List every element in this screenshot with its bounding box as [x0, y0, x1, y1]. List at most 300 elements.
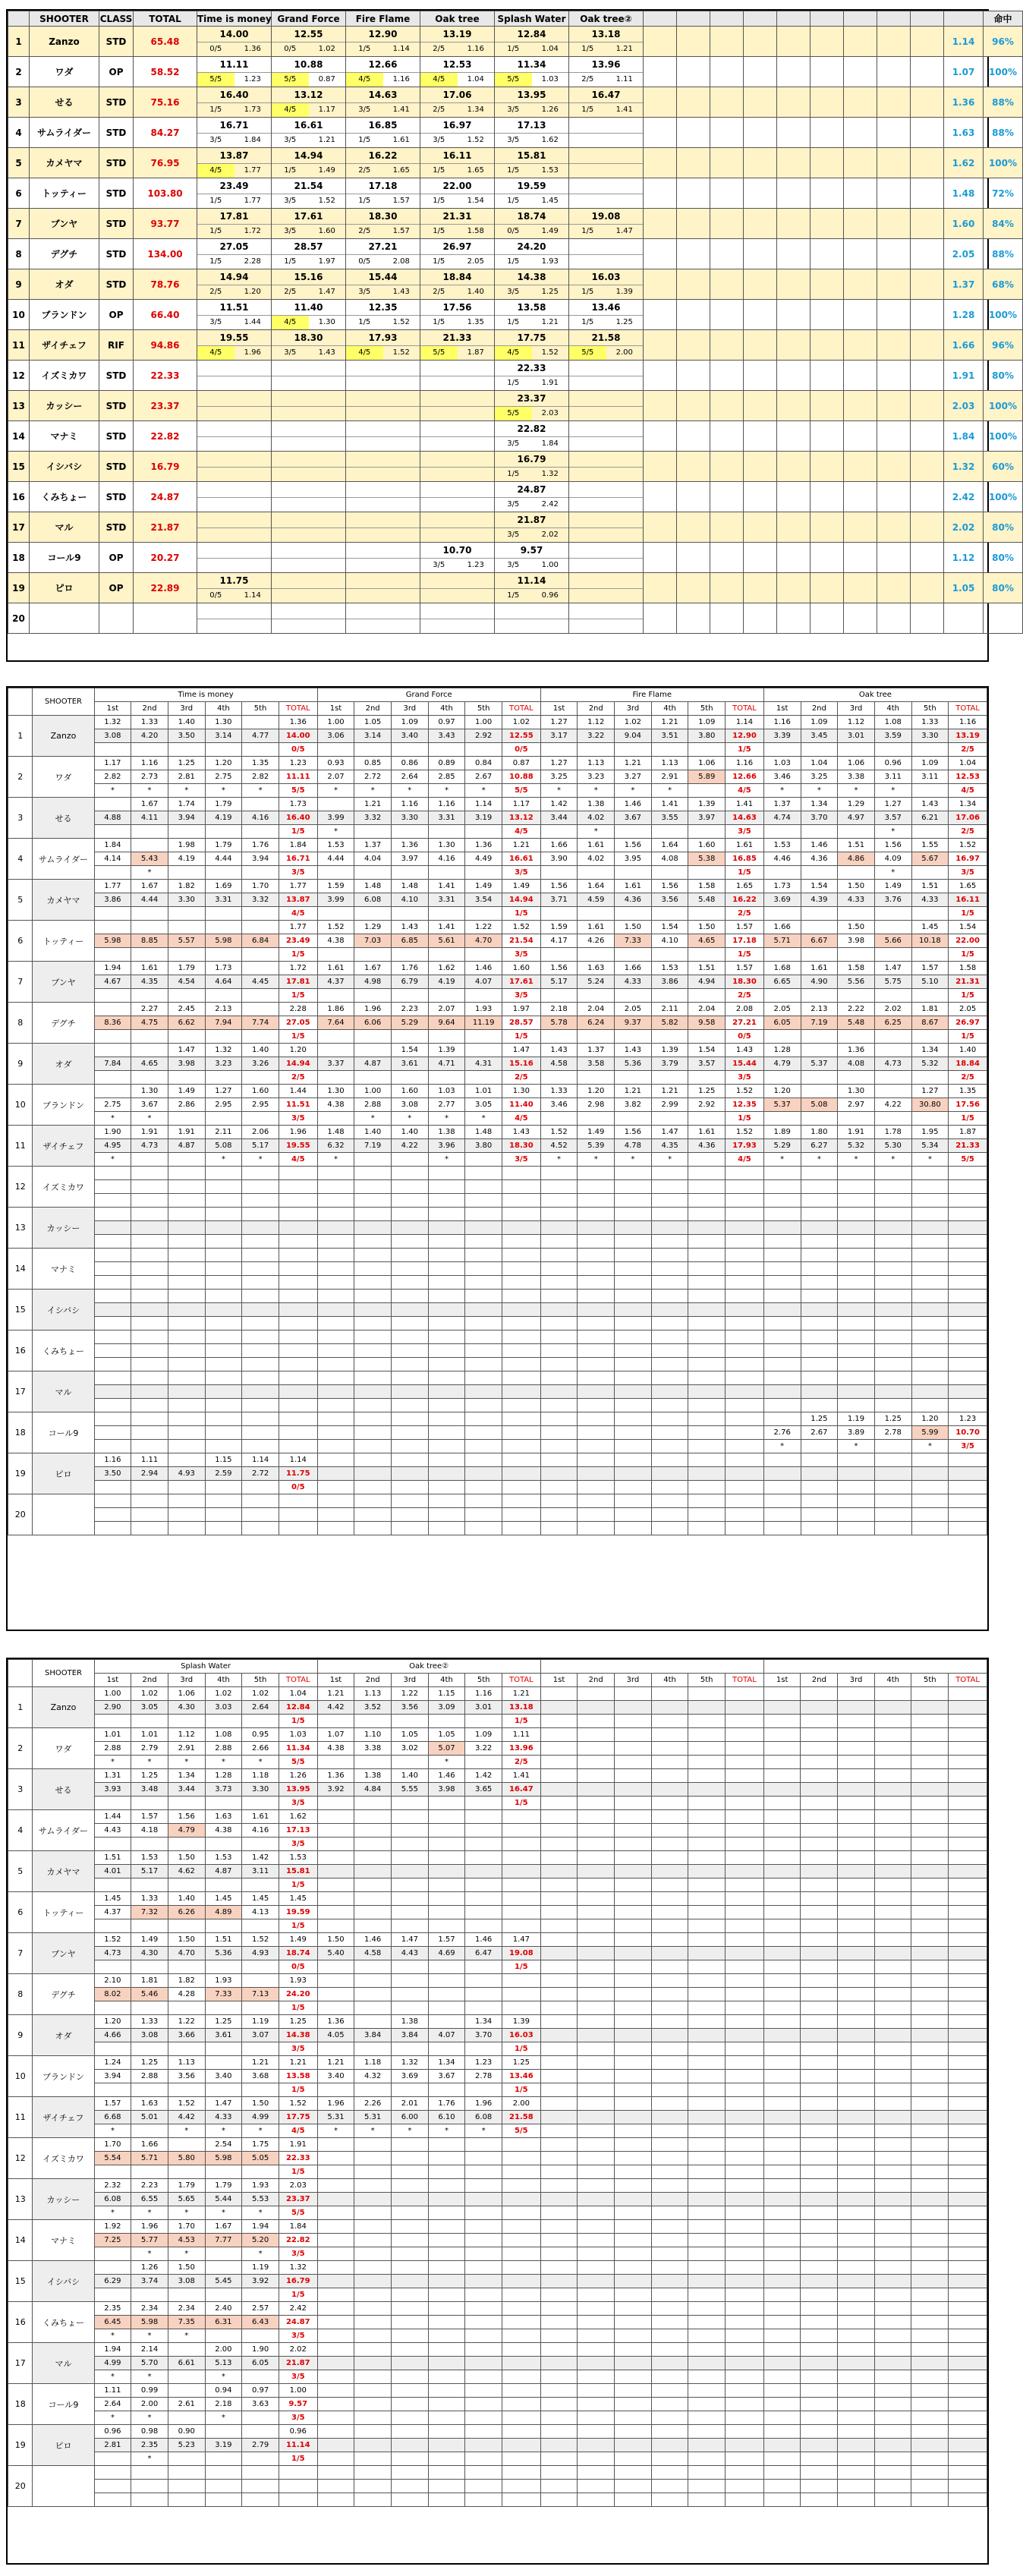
shot-value [242, 1112, 279, 1126]
stage-total: 1.00 [279, 2384, 317, 2398]
stage-time: 21.87 [495, 512, 568, 528]
stage-total: 1.57 [726, 962, 764, 975]
detail-row [8, 1742, 987, 1756]
stage-total [949, 1453, 987, 1467]
shot-value [540, 1194, 578, 1208]
shooter-name [33, 1494, 94, 1535]
shot-value [578, 2193, 615, 2206]
shot-value: * [131, 784, 168, 798]
stage-time: 17.56 [420, 300, 494, 316]
hits-count: 2/5 [209, 288, 222, 296]
avg-split [458, 619, 495, 633]
detail-row [8, 1249, 987, 1262]
shot-value: 3.31 [205, 893, 242, 907]
shot-value: 4.33 [838, 893, 875, 907]
shooter-name: カメヤマ [33, 880, 94, 921]
shot-value [465, 2193, 502, 2206]
shot-value [651, 1440, 688, 1453]
hits-count: 3/5 [209, 136, 222, 144]
header-cell: Grand Force [272, 11, 346, 27]
shot-value: 3.73 [205, 1783, 242, 1797]
shot-value [578, 2398, 615, 2411]
shot-value [242, 1221, 279, 1235]
shot-value [911, 2097, 949, 2111]
shot-value [428, 1467, 465, 1481]
avg-split [458, 498, 495, 512]
stage-hits [346, 619, 420, 633]
shot-value: 3.96 [428, 1139, 465, 1153]
shot-value: 1.81 [911, 1003, 949, 1016]
empty-cell [844, 452, 877, 482]
shot-value: 3.56 [391, 1701, 428, 1715]
shot-value: 1.01 [465, 1085, 502, 1098]
column-header: 5th [242, 702, 279, 716]
shooter-name: くみちょー [30, 482, 99, 512]
stage-header [763, 1660, 987, 1674]
shot-value [874, 1906, 911, 1919]
shot-value [651, 2329, 688, 2343]
stage-total: 15.81 [279, 1865, 317, 1878]
avg-split: 1.77 [244, 197, 261, 205]
shot-value [465, 1892, 502, 1906]
empty-cell [911, 482, 944, 512]
shot-value [874, 1947, 911, 1960]
stage-total [949, 1290, 987, 1303]
shot-value [651, 1701, 688, 1715]
empty-cell [811, 603, 844, 634]
stage-total [726, 2302, 764, 2316]
shot-value [540, 2452, 578, 2466]
shot-value [168, 1194, 205, 1208]
shot-value [838, 1933, 875, 1947]
stage-cell [197, 573, 272, 603]
empty-cell [911, 57, 944, 87]
shot-value [801, 1715, 838, 1728]
shot-value [874, 2001, 911, 2015]
shot-value [131, 1344, 168, 1358]
shot-value [838, 2165, 875, 2179]
stage-total [949, 1303, 987, 1317]
stage-hits [569, 134, 643, 147]
empty-cell [877, 269, 911, 300]
avg-split: 1.47 [318, 288, 335, 296]
column-header: TOTAL [949, 702, 987, 716]
shot-value: 2.34 [168, 2302, 205, 2316]
shot-value [763, 1522, 801, 1535]
shot-value [578, 1221, 615, 1235]
hits-count [569, 134, 606, 147]
total-time: 24.87 [134, 482, 197, 512]
shot-value [465, 2042, 502, 2056]
shot-value [131, 1494, 168, 1508]
shot-value: 5.66 [874, 934, 911, 948]
shot-value [540, 2425, 578, 2439]
shot-value [428, 1317, 465, 1331]
summary-row [8, 482, 1023, 512]
avg-split: 1.73 [244, 105, 261, 114]
shot-value [874, 1371, 911, 1385]
shot-value [578, 2111, 615, 2124]
shot-value: 2.04 [688, 1003, 726, 1016]
shot-value: * [317, 1153, 354, 1167]
hits-count [346, 437, 383, 451]
stage-hits [569, 316, 643, 329]
shot-value [205, 2466, 242, 2480]
shot-value [578, 1508, 615, 1522]
shot-value: 1.76 [428, 2097, 465, 2111]
stage-time [272, 543, 345, 559]
stage-total [726, 2097, 764, 2111]
shot-value: 3.52 [354, 1701, 392, 1715]
shot-value: 4.44 [131, 893, 168, 907]
shot-value [317, 2398, 354, 2411]
shot-value [540, 2480, 578, 2493]
stage-hits [569, 468, 643, 481]
shot-value [651, 2056, 688, 2070]
stage-total: 3/5 [279, 1797, 317, 1810]
shot-value [615, 2015, 652, 2029]
shot-value: 1.50 [168, 2261, 205, 2275]
detail-row [8, 2111, 987, 2124]
shot-value [801, 2001, 838, 2015]
shot-value [391, 2493, 428, 2507]
shot-value [651, 1276, 688, 1290]
stage-total: 3/5 [279, 866, 317, 880]
stage-total [502, 2206, 541, 2220]
stage-total: 1.52 [726, 1085, 764, 1098]
column-header: 4th [651, 1674, 688, 1687]
shot-value [688, 1276, 726, 1290]
shot-value [540, 1317, 578, 1331]
shot-value: 3.07 [242, 2029, 279, 2042]
hit-percent: 88% [984, 118, 1023, 148]
shot-value [465, 2165, 502, 2179]
shot-value: 3.05 [465, 1098, 502, 1112]
empty-cell [911, 512, 944, 543]
shooter-name: ピロ [33, 2425, 94, 2466]
shot-value: 1.09 [391, 716, 428, 729]
shot-value [651, 1412, 688, 1426]
summary-row [8, 269, 1023, 300]
stage-total [949, 1715, 987, 1728]
shot-value [540, 1262, 578, 1276]
shot-value [763, 2138, 801, 2152]
detail-row [8, 1715, 987, 1728]
shot-value: 3.25 [801, 770, 838, 784]
shot-value [540, 2234, 578, 2247]
shot-value [763, 1728, 801, 1742]
shot-value [391, 1838, 428, 1851]
stage-time: 24.20 [495, 239, 568, 255]
shot-value [94, 1385, 131, 1399]
shot-value: 3.67 [615, 811, 652, 825]
empty-cell [644, 57, 677, 87]
shot-value: 4.33 [205, 2111, 242, 2124]
shot-value [578, 1071, 615, 1085]
shot-value [428, 948, 465, 962]
stage-total: 2/5 [279, 1071, 317, 1085]
shot-value [763, 1974, 801, 1988]
shot-value [578, 1783, 615, 1797]
summary-row [8, 148, 1023, 178]
shot-value [465, 1276, 502, 1290]
column-header: TOTAL [279, 702, 317, 716]
shot-value [540, 1331, 578, 1344]
shot-value [540, 1933, 578, 1947]
shot-value [205, 1919, 242, 1933]
shot-value: 1.79 [168, 962, 205, 975]
shot-value: 1.48 [391, 880, 428, 893]
stage-cell [420, 603, 495, 634]
stage-total [726, 2370, 764, 2384]
shot-value: 1.36 [391, 839, 428, 852]
shot-value [688, 1974, 726, 1988]
shot-value [354, 2452, 392, 2466]
shot-value: 1.51 [838, 839, 875, 852]
shot-value [874, 1208, 911, 1221]
shot-value [838, 1701, 875, 1715]
shot-value [651, 1933, 688, 1947]
shot-value [205, 2480, 242, 2493]
shot-value [651, 1988, 688, 2001]
shot-value [465, 2384, 502, 2398]
shot-value [763, 1906, 801, 1919]
shot-value [763, 1824, 801, 1838]
shot-value [578, 2179, 615, 2193]
stage-total: 13.87 [279, 893, 317, 907]
shot-value [801, 1167, 838, 1180]
stage-total: 13.12 [502, 811, 540, 825]
hits-count [197, 619, 235, 633]
empty-cell [644, 573, 677, 603]
shot-value [131, 1317, 168, 1331]
row-number: 18 [8, 543, 30, 573]
shot-value: 4.08 [838, 1057, 875, 1071]
stage-total [949, 2152, 987, 2165]
shot-value [205, 1249, 242, 1262]
shot-value: 2.57 [242, 2302, 279, 2316]
shot-value: 1.13 [168, 2056, 205, 2070]
shot-value: 2.45 [168, 1003, 205, 1016]
shot-value: 2.00 [205, 2343, 242, 2357]
shot-value [874, 1385, 911, 1399]
shot-value [205, 1276, 242, 1290]
stage-total [726, 1947, 764, 1960]
shot-value [763, 1303, 801, 1317]
shot-value [242, 1974, 279, 1988]
shot-value [578, 1824, 615, 1838]
column-header: 5th [465, 702, 502, 716]
shot-value: 1.93 [465, 1003, 502, 1016]
shot-value: 1.14 [242, 1453, 279, 1467]
shot-value [763, 1262, 801, 1276]
shot-value [465, 1522, 502, 1535]
row-number: 5 [8, 148, 30, 178]
shot-value: 1.61 [578, 839, 615, 852]
stage-hits [197, 437, 271, 451]
empty-cell [677, 269, 710, 300]
empty-cell [744, 209, 777, 239]
shot-value: 1.75 [242, 2138, 279, 2152]
shot-value: 5.30 [874, 1139, 911, 1153]
shot-value [540, 1467, 578, 1481]
stage-total: 1/5 [279, 1030, 317, 1044]
empty-cell [710, 512, 744, 543]
shot-value [763, 1783, 801, 1797]
shot-value [168, 1960, 205, 1974]
stage-total [279, 2493, 317, 2507]
shot-value [838, 2275, 875, 2288]
shot-value [615, 1715, 652, 1728]
shot-value [465, 1044, 502, 1057]
shot-value [911, 2124, 949, 2138]
shot-value [540, 1112, 578, 1126]
shot-value: 1.73 [205, 962, 242, 975]
shot-value [354, 1892, 392, 1906]
shot-value: 1.21 [615, 757, 652, 770]
shot-value [874, 2220, 911, 2234]
shot-value [94, 907, 131, 921]
shot-value: 1.79 [205, 839, 242, 852]
shot-value [242, 1167, 279, 1180]
shot-value [131, 1290, 168, 1303]
stage-hits [420, 589, 494, 603]
shot-value [94, 1235, 131, 1249]
shot-value [94, 1797, 131, 1810]
summary-row [8, 603, 1023, 634]
shot-value [615, 1358, 652, 1371]
stage-total: 16.79 [279, 2275, 317, 2288]
stage-total [949, 2302, 987, 2316]
shot-value: 4.26 [578, 934, 615, 948]
shot-value: 1.36 [465, 839, 502, 852]
shot-value [94, 2247, 131, 2261]
empty-cell [777, 361, 811, 391]
stage-time [569, 178, 643, 194]
shot-value: 1.33 [131, 716, 168, 729]
shot-value [838, 743, 875, 757]
avg-split [309, 376, 346, 390]
stage-hits [495, 376, 568, 390]
shooter-name: サムライダー [33, 1810, 94, 1851]
stage-cell [495, 573, 569, 603]
shot-value [651, 2411, 688, 2425]
class-cell: STD [99, 118, 134, 148]
shot-value [465, 1453, 502, 1467]
shot-value [615, 2111, 652, 2124]
shot-value: 1.49 [874, 880, 911, 893]
shot-value: 1.62 [428, 962, 465, 975]
column-header: 5th [465, 1674, 502, 1687]
stage-hits [569, 225, 643, 238]
avg-split: 1.53 [541, 166, 559, 175]
stage-hits [346, 437, 420, 451]
shot-value [763, 2111, 801, 2124]
shooter-name: カッシー [33, 2179, 94, 2220]
shot-value [465, 1412, 502, 1426]
empty-cell [677, 543, 710, 573]
empty-cell [811, 512, 844, 543]
shot-value: 1.29 [354, 921, 392, 934]
shot-value [801, 1865, 838, 1878]
stage-hits [272, 589, 345, 603]
shot-value [651, 1508, 688, 1522]
total-time: 22.89 [134, 573, 197, 603]
detail-row [8, 2480, 987, 2493]
stage-total [726, 1508, 764, 1522]
stage-cell [346, 603, 420, 634]
shot-value: 7.84 [94, 1057, 131, 1071]
total-time: 22.33 [134, 361, 197, 391]
shot-value: 3.98 [838, 934, 875, 948]
shot-value: 1.37 [354, 839, 392, 852]
empty-cell [811, 361, 844, 391]
shot-value [205, 1331, 242, 1344]
shot-value: 5.45 [205, 2275, 242, 2288]
shot-value [540, 2152, 578, 2165]
empty-cell [877, 239, 911, 269]
shot-value [540, 1208, 578, 1221]
shot-value: 1.02 [131, 1687, 168, 1701]
shot-value [131, 1194, 168, 1208]
stage-total [502, 1276, 540, 1290]
shot-value [911, 2193, 949, 2206]
shot-value: 2.67 [801, 1426, 838, 1440]
shot-value: 6.08 [465, 2111, 502, 2124]
empty-cell [744, 512, 777, 543]
hit-percent: 100% [984, 482, 1023, 512]
shot-value [838, 1235, 875, 1249]
shot-value [688, 1838, 726, 1851]
shot-value [465, 1974, 502, 1988]
shot-value: 1.66 [615, 962, 652, 975]
shot-value [168, 1508, 205, 1522]
stage-total: 3/5 [279, 2411, 317, 2425]
hits-count [420, 498, 458, 512]
shot-value [578, 2275, 615, 2288]
shot-value: 4.04 [354, 852, 392, 866]
stage-total [502, 1331, 540, 1344]
shot-value [428, 1235, 465, 1249]
shot-value [874, 2056, 911, 2070]
avg-split: 1.36 [244, 45, 261, 53]
shot-value: 3.69 [763, 893, 801, 907]
shot-value: 1.57 [94, 2097, 131, 2111]
stage-total [726, 2220, 764, 2234]
detail-row [8, 2493, 987, 2507]
total-time: 22.82 [134, 421, 197, 452]
shot-value [615, 1290, 652, 1303]
detail-row [8, 1769, 987, 1783]
detail-row [8, 2329, 987, 2343]
shot-value: * [874, 784, 911, 798]
empty-cell [710, 330, 744, 361]
hits-count: 3/5 [507, 500, 520, 509]
stage-hits [197, 346, 271, 360]
stage-total: 1.30 [502, 1085, 540, 1098]
shot-value [94, 2288, 131, 2302]
empty-cell [777, 209, 811, 239]
shot-value [131, 2480, 168, 2493]
shot-value [651, 1756, 688, 1769]
shot-value [317, 2179, 354, 2193]
shot-value: 9.04 [615, 729, 652, 743]
hits-count [420, 407, 458, 420]
stage-hits [420, 376, 494, 390]
shot-value: 1.42 [540, 798, 578, 811]
shot-value: 1.61 [615, 880, 652, 893]
shot-value: 1.66 [763, 921, 801, 934]
